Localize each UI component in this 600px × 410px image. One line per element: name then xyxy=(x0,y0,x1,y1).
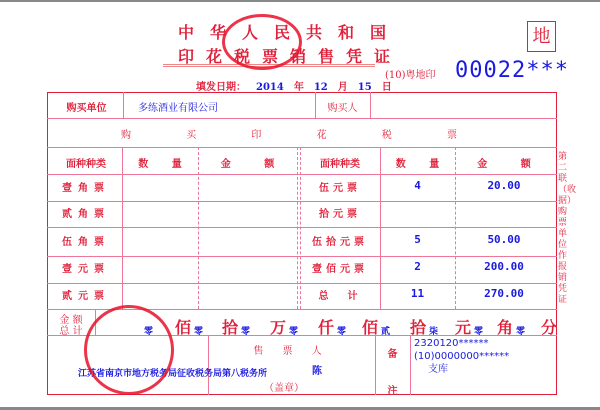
amount-unit: 拾 xyxy=(410,318,427,337)
total-label-top: 金 额 xyxy=(59,315,83,326)
col-type-right: 面种种类 xyxy=(320,159,360,170)
amount-unit: 佰 xyxy=(175,318,192,337)
right-row-qty: 11 xyxy=(410,287,425,300)
left-row-type: 贰元票 xyxy=(62,291,110,302)
remark-label-top: 备 xyxy=(387,349,398,360)
right-row-amount: 50.00 xyxy=(487,233,521,246)
right-row-type: 伍元票 xyxy=(319,183,361,194)
series-label: (10)粤地印 xyxy=(385,70,436,81)
top-seal xyxy=(222,14,302,70)
right-row-type: 总 计 xyxy=(318,291,362,302)
amount-unit: 万 xyxy=(270,318,287,337)
amount-digit: 零 xyxy=(474,327,484,337)
buyer-unit-value: 多练酒业有限公司 xyxy=(138,103,218,114)
month-unit: 月 xyxy=(337,82,348,93)
amount-unit: 元 xyxy=(455,318,472,337)
right-row-qty: 4 xyxy=(414,179,421,192)
right-row-amount: 200.00 xyxy=(484,260,524,273)
col-qty-right: 数 量 xyxy=(395,159,440,170)
right-row-amount: 20.00 xyxy=(487,179,521,192)
left-row-type: 伍角票 xyxy=(62,237,110,248)
buyer-unit-label: 购买单位 xyxy=(66,103,107,114)
total-label-bottom: 总 计 xyxy=(59,326,83,337)
amount-digit: 零 xyxy=(144,327,154,337)
remark-line-3: 支库 xyxy=(428,364,448,375)
seller-label: 售 票 人 xyxy=(253,346,330,357)
amount-unit: 佰 xyxy=(362,318,379,337)
section-title: 购 买 印 花 税 票 xyxy=(121,130,483,141)
col-amount: 金 额 xyxy=(220,159,275,170)
date-month: 12 xyxy=(313,82,328,93)
title-line2: 印花税票销售凭证 xyxy=(178,47,403,66)
seller-name: 陈 xyxy=(312,366,322,377)
left-row-type: 贰角票 xyxy=(62,209,110,220)
amount-digit: 柒 xyxy=(429,327,439,337)
buyer-person-label: 购买人 xyxy=(327,103,358,114)
seal-label: （盖章） xyxy=(264,383,304,394)
amount-digit: 零 xyxy=(337,327,347,337)
remark-label-bottom: 注 xyxy=(387,386,398,397)
region-box: 地 xyxy=(527,21,556,52)
amount-digit: 零 xyxy=(516,327,526,337)
right-row-type: 壹佰元票 xyxy=(312,264,368,275)
amount-unit: 仟 xyxy=(318,318,335,337)
side-note: 第二联（收据）购票单位作报销凭证 xyxy=(558,152,577,305)
amount-digit: 零 xyxy=(241,327,251,337)
remark-line-2: (10)0000000****** xyxy=(414,351,510,362)
remark-line-1: 2320120****** xyxy=(414,338,489,349)
amount-unit: 拾 xyxy=(222,318,239,337)
amount-digit: 零 xyxy=(289,327,299,337)
amount-digit: 零 xyxy=(194,327,204,337)
date-label: 填发日期： xyxy=(196,82,246,93)
left-row-type: 壹元票 xyxy=(62,264,110,275)
col-amount-right: 金 额 xyxy=(477,159,531,170)
issue-date xyxy=(196,78,402,93)
left-row-type: 壹角票 xyxy=(62,183,110,194)
title-line1: 中华人民共和国 xyxy=(178,23,403,42)
year-unit: 年 xyxy=(293,82,304,93)
right-row-type: 伍拾元票 xyxy=(312,237,368,248)
serial-number: 00022*** xyxy=(455,58,569,83)
right-row-type: 拾元票 xyxy=(319,209,361,220)
amount-unit: 角 xyxy=(497,318,514,337)
date-year: 2014 xyxy=(256,82,284,93)
right-row-qty: 5 xyxy=(414,233,421,246)
col-type: 面种种类 xyxy=(66,159,106,170)
tax-office: 江苏省南京市地方税务局征收税务局第八税务所 xyxy=(78,369,268,379)
day-unit: 日 xyxy=(381,82,392,93)
right-row-amount: 270.00 xyxy=(484,287,524,300)
right-row-qty: 2 xyxy=(414,260,421,273)
amount-digit: 贰 xyxy=(381,327,391,337)
round-seal xyxy=(84,305,174,395)
col-qty: 数 量 xyxy=(138,159,182,170)
date-day: 15 xyxy=(357,82,372,93)
amount-unit: 分 xyxy=(541,318,558,337)
